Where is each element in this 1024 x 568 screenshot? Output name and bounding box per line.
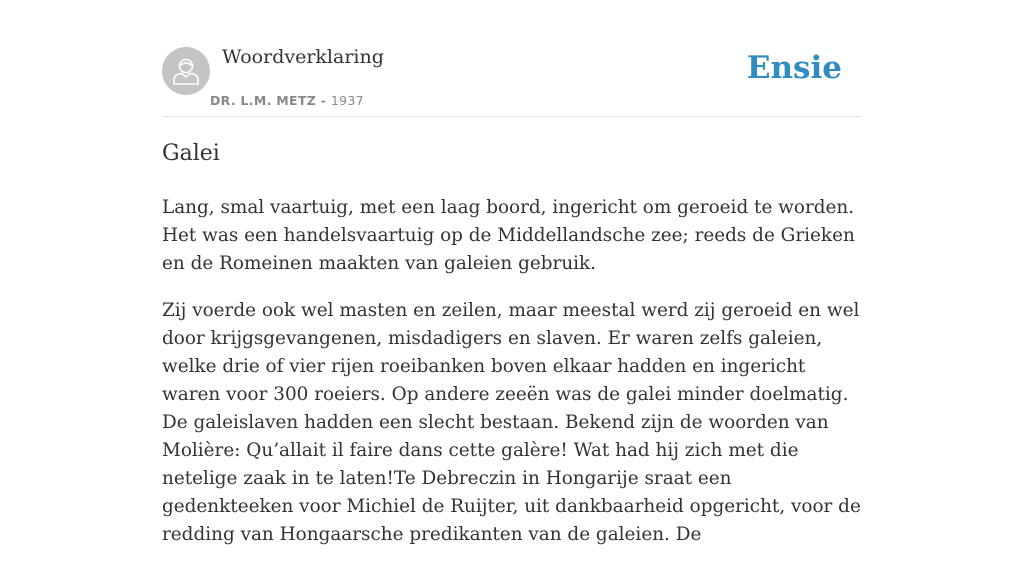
avatar[interactable] (162, 47, 210, 95)
entry-title: Galei (162, 141, 220, 166)
meta-separator: - (316, 93, 331, 108)
source-title-link[interactable]: Woordverklaring (222, 46, 384, 68)
source-header (162, 46, 862, 117)
publication-year: 1937 (330, 93, 364, 108)
entry-paragraph: Zij voerde ook wel masten en zeilen, maar meestal werd zij geroeid en wel door krijgsgevangenen, misdadigers en slaven. Er waren zelfs galeien, welke drie of vier rijen roeibanken boven elkaar hadden en ingericht waren voor 300 roeiers. Op andere zeeën was de galei minder doelmatig. De galeislaven hadden een slecht bestaan. Bekend zijn de woorden van Molière: Qu’allait il faire dans cette galère! Wat had hij zich met die netelige zaak in te laten!Te Debreczin in Hongarije sraat een gedenkteeken voor Michiel de Ruijter, uit dankbaarheid opgericht, voor de redding van Hongaarsche predikanten van de galeien. De (162, 300, 861, 545)
author-name: DR. L.M. METZ (210, 93, 317, 108)
entry-paragraph: Lang, smal vaartuig, met een laag boord, ingericht om geroeid te worden. Het was een handelsvaartuig op de Middellandsche zee; reeds de Grieken en de Romeinen maakten van galeien gebruik. (162, 197, 855, 274)
ensie-logo[interactable]: Ensie (746, 50, 842, 86)
person-outline-icon (162, 47, 210, 95)
entry-content (162, 138, 864, 568)
source-meta (210, 93, 364, 108)
